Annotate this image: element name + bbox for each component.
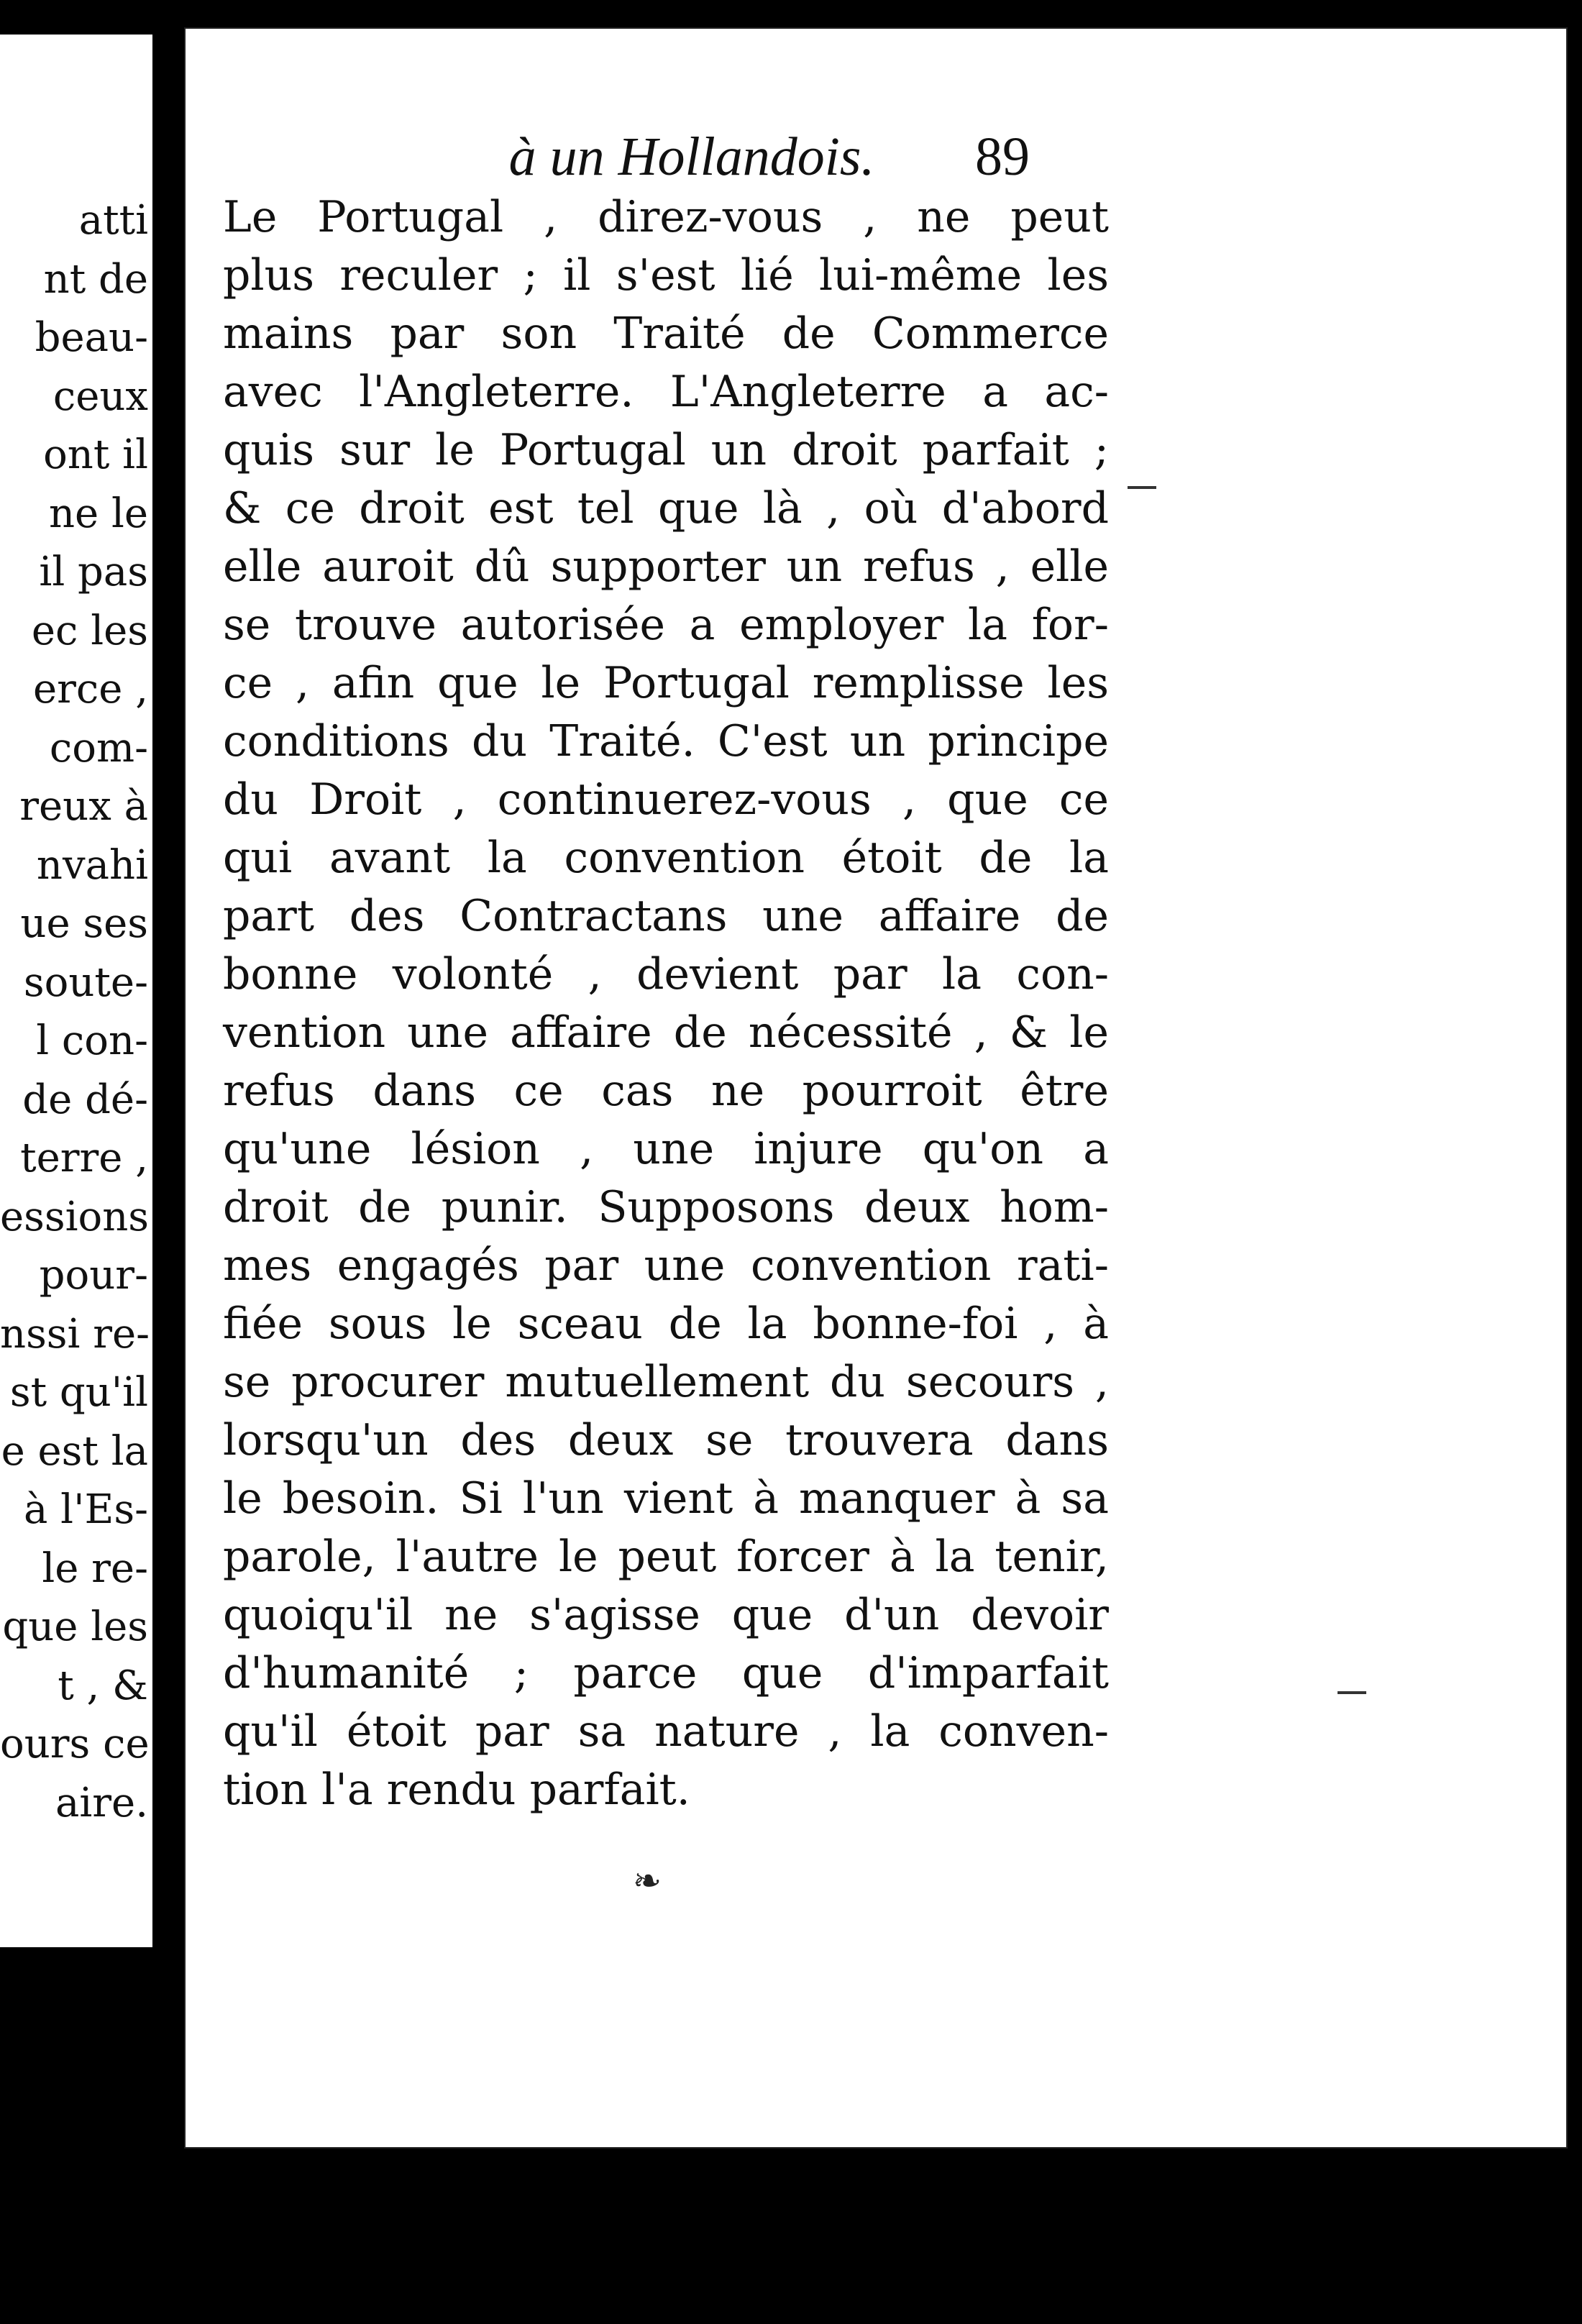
text-line: se trouve autorisée a employer la for- xyxy=(223,600,1109,650)
text-line: bonne volonté , devient par la con- xyxy=(223,949,1109,999)
text-line: plus reculer ; il s'est lié lui-même les xyxy=(223,250,1109,301)
facing-page-line: à l'Es- xyxy=(23,1486,148,1533)
text-line: mes engagés par une convention rati- xyxy=(223,1240,1109,1291)
facing-page-line: soute- xyxy=(23,959,148,1006)
text-line: qu'il étoit par sa nature , la conven- xyxy=(223,1706,1109,1757)
facing-page-line: l con- xyxy=(36,1017,148,1064)
text-line: le besoin. Si l'un vient à manquer à sa xyxy=(223,1473,1109,1524)
facing-page-line: ue ses xyxy=(20,900,148,947)
facing-page-line: ne le xyxy=(48,490,148,537)
body-text xyxy=(223,188,1109,1819)
text-line: droit de punir. Supposons deux hom- xyxy=(223,1182,1109,1232)
text-line: part des Contractans une affaire de xyxy=(223,891,1109,941)
facing-page-line: pour- xyxy=(39,1252,148,1299)
text-line: mains par son Traité de Commerce xyxy=(223,308,1109,359)
text-line: fiée sous le sceau de la bonne-foi , à xyxy=(223,1299,1109,1349)
text-line: qui avant la convention étoit de la xyxy=(223,833,1109,883)
text-line: quis sur le Portugal un droit parfait ; xyxy=(223,425,1109,475)
text-line: qu'une lésion , une injure qu'on a xyxy=(223,1124,1109,1174)
page-number: 89 xyxy=(975,127,1030,187)
text-line: elle auroit dû supporter un refus , elle xyxy=(223,541,1109,592)
facing-page-line: nssi re- xyxy=(0,1310,150,1358)
text-line: refus dans ce cas ne pourroit être xyxy=(223,1066,1109,1116)
text-line: avec l'Angleterre. L'Angleterre a ac- xyxy=(223,367,1109,417)
facing-page-line: de dé- xyxy=(22,1076,148,1123)
text-line: lorsqu'un des deux se trouvera dans xyxy=(223,1415,1109,1465)
facing-page-line: terre , xyxy=(20,1135,148,1181)
text-line: Le Portugal , direz-vous , ne peut xyxy=(223,192,1109,242)
facing-page-line: beau- xyxy=(35,314,148,361)
facing-page-line: atti xyxy=(78,197,148,244)
margin-dash-mark xyxy=(1128,486,1156,489)
text-line: tion l'a rendu parfait. xyxy=(223,1765,690,1815)
facing-page-line: ec les xyxy=(31,607,148,654)
facing-page-line: erce , xyxy=(32,666,148,713)
text-line: du Droit , continuerez-vous , que ce xyxy=(223,774,1109,825)
facing-page-line: il pas xyxy=(39,549,148,595)
facing-page-line: ours ce xyxy=(0,1721,150,1767)
facing-page-line: ont il xyxy=(43,431,148,478)
running-head: à un Hollandois. xyxy=(508,127,875,187)
facing-page-text xyxy=(0,191,152,1832)
facing-page-line: nt de xyxy=(43,255,148,303)
facing-page-line: reux à xyxy=(19,783,148,830)
facing-page-line: st qu'il xyxy=(9,1369,148,1416)
text-line: quoiqu'il ne s'agisse que d'un devoir xyxy=(223,1590,1109,1640)
facing-page-line: e est la xyxy=(1,1427,148,1475)
ornament-glyph: ❧ xyxy=(632,1861,662,1901)
text-line: parole, l'autre le peut forcer à la tenir, xyxy=(223,1532,1109,1582)
text-line: & ce droit est tel que là , où d'abord xyxy=(223,483,1109,534)
text-line: conditions du Traité. C'est un principe xyxy=(223,716,1109,767)
text-line: se procurer mutuellement du secours , xyxy=(223,1357,1109,1407)
facing-page-line: aire. xyxy=(55,1779,148,1826)
facing-page-line: le re- xyxy=(42,1545,148,1592)
facing-page-line: com- xyxy=(49,724,148,772)
facing-page xyxy=(0,35,152,1947)
text-line: d'humanité ; parce que d'imparfait xyxy=(223,1648,1109,1698)
facing-page-line: essions xyxy=(0,1193,150,1240)
text-line: ce , afin que le Portugal remplisse les xyxy=(223,658,1109,708)
margin-dash-mark xyxy=(1338,1691,1366,1694)
facing-page-line: que les xyxy=(2,1604,148,1650)
facing-page-line: t , & xyxy=(58,1662,148,1709)
scan-border xyxy=(1568,0,1582,2324)
facing-page-line: ceux xyxy=(52,372,148,420)
facing-page-line: nvahi xyxy=(36,841,148,889)
text-line: vention une affaire de nécessité , & le xyxy=(223,1007,1109,1058)
